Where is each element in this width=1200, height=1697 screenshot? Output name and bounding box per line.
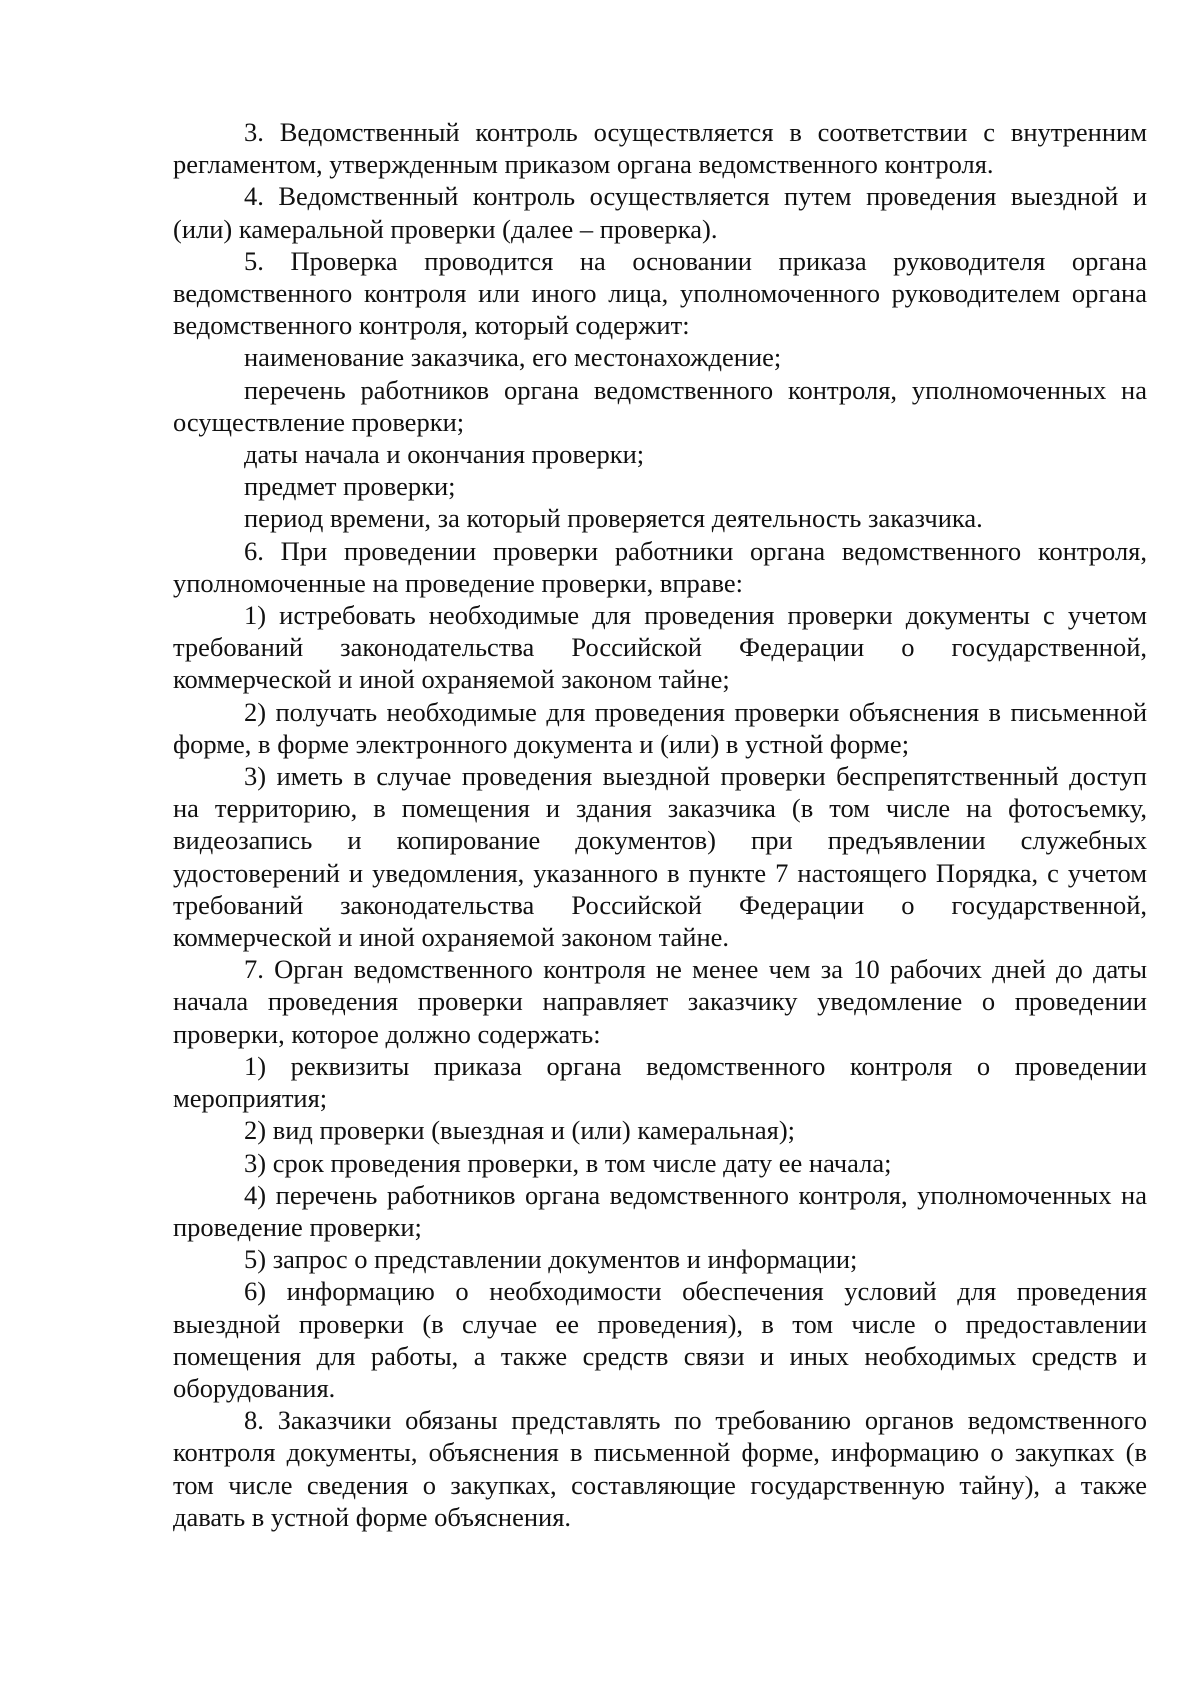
paragraph-7: 7. Орган ведомственного контроля не менее чем за 10 рабочих дней до даты начала проведения проверки направляет заказчику уведомление о проведении проверки, которое должно содержать:	[173, 954, 1147, 1049]
paragraph-4: 4. Ведомственный контроль осуществляется путем проведения выездной и (или) камеральной проверки (далее – проверка).	[173, 181, 1147, 244]
list-item-7-4: 4) перечень работников органа ведомственного контроля, уполномоченных на проведение проверки;	[173, 1179, 1147, 1242]
list-item-7-6: 6) информацию о необходимости обеспечения условий для проведения выездной проверки (в случае ее проведения), в том числе о предоставлении помещения для работы, а также средств связи и иных необходимых средств и оборудования.	[173, 1276, 1147, 1403]
list-item-6-3: 3) иметь в случае проведения выездной проверки беспрепятственный доступ на территорию, в помещения и здания заказчика (в том числе на фотосъемку, видеозапись и копирование документов) при предъявлении служебных удостоверений и уведомления, указанного в пункте 7 настоящего Порядка, с учетом требований законодательства Российской Федерации о государственной, коммерческой и иной охраняемой законом тайне.	[173, 761, 1147, 953]
list-item-subject: предмет проверки;	[244, 471, 456, 502]
document-body	[173, 116, 1147, 1533]
list-item-period: период времени, за который проверяется деятельность заказчика.	[244, 503, 983, 534]
list-item-7-5: 5) запрос о представлении документов и информации;	[244, 1244, 858, 1275]
list-item-7-1: 1) реквизиты приказа органа ведомственного контроля о проведении мероприятия;	[173, 1050, 1147, 1114]
paragraph-6: 6. При проведении проверки работники органа ведомственного контроля, уполномоченные на проведение проверки, вправе:	[173, 535, 1147, 598]
list-item-7-2: 2) вид проверки (выездная и (или) камеральная);	[244, 1115, 796, 1146]
list-item-customer-name: наименование заказчика, его местонахождение;	[244, 342, 782, 373]
paragraph-8: 8. Заказчики обязаны представлять по требованию органов ведомственного контроля документы, объяснения в письменной форме, информацию о закупках (в том числе сведения о закупках, составляющие государственную тайну), а также давать в устной форме объяснения.	[173, 1405, 1147, 1532]
list-item-staff-list: перечень работников органа ведомственного контроля, уполномоченных на осуществление проверки;	[173, 374, 1147, 437]
list-item-dates: даты начала и окончания проверки;	[244, 439, 645, 470]
paragraph-3: 3. Ведомственный контроль осуществляется в соответствии с внутренним регламентом, утвержденным приказом органа ведомственного контроля.	[173, 117, 1147, 180]
list-item-6-2: 2) получать необходимые для проведения проверки объяснения в письменной форме, в форме электронного документа и (или) в устной форме;	[173, 696, 1147, 759]
list-item-7-3: 3) срок проведения проверки, в том числе дату ее начала;	[244, 1147, 892, 1178]
paragraph-5: 5. Проверка проводится на основании приказа руководителя органа ведомственного контроля или иного лица, уполномоченного руководителем органа ведомственного контроля, который содержит:	[173, 245, 1147, 341]
list-item-6-1: 1) истребовать необходимые для проведения проверки документы с учетом требований законодательства Российской Федерации о государственной, коммерческой и иной охраняемой законом тайне;	[173, 600, 1147, 695]
